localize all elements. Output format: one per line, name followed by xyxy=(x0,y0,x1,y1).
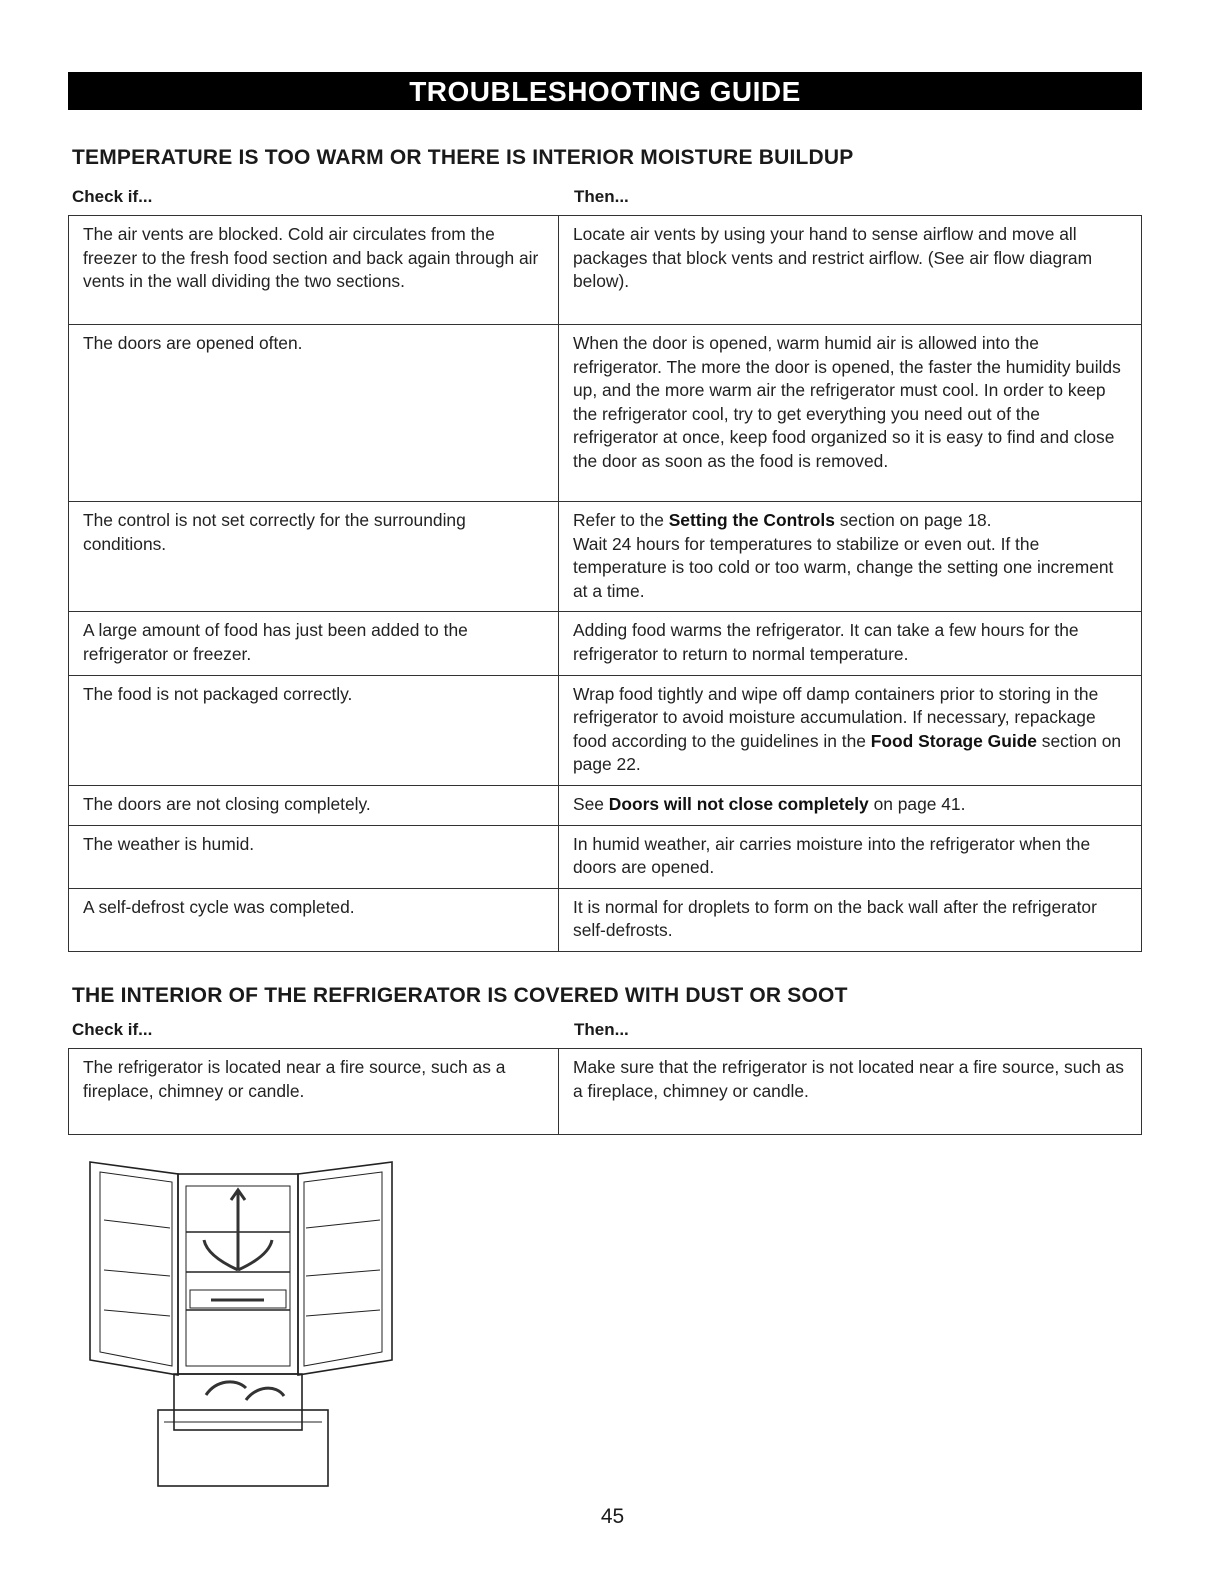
door-bin xyxy=(306,1310,380,1316)
then-cell: Adding food warms the refrigerator. It can take a few hours for the refrigerator to return to normal temperature. xyxy=(559,612,1142,675)
then-text: Wait 24 hours for temperatures to stabilize or even out. If the temperature is too cold or too warm, change the setting one increment at a time. xyxy=(573,533,1114,601)
page-number: 45 xyxy=(600,1505,625,1528)
check-cell: The food is not packaged correctly. xyxy=(69,675,559,785)
reference-setting-the-controls: Setting the Controls xyxy=(668,510,835,530)
then-cell: When the door is opened, warm humid air is allowed into the refrigerator. The more the door is opened, the faster the humidity builds up, and the more warm air the refrigerator must cool. In order to keep the refrigerator cool, try to get everything you need out of the refrigerator at once, keep food organized so it is easy to find and close the door as soon as the food is removed. xyxy=(559,325,1142,502)
reference-food-storage-guide: Food Storage Guide xyxy=(870,730,1037,751)
check-cell: A large amount of food has just been added to the refrigerator or freezer. xyxy=(69,612,559,675)
check-cell: The air vents are blocked. Cold air circulates from the freezer to the fresh food section and back again through air vents in the wall dividing the two sections. xyxy=(69,216,559,325)
door-bin xyxy=(104,1310,170,1316)
table-row xyxy=(69,325,1142,502)
table-row xyxy=(69,612,1142,675)
check-cell: The weather is humid. xyxy=(69,825,559,888)
then-text: section on page 22. xyxy=(573,730,1122,775)
door-bin xyxy=(104,1270,170,1276)
table-row xyxy=(69,825,1142,888)
airflow-arrow xyxy=(206,1382,246,1395)
airflow-arrow xyxy=(204,1240,238,1270)
section-title-dust-soot: THE INTERIOR OF THE REFRIGERATOR IS COVERED WITH DUST OR SOOT xyxy=(72,984,848,1007)
then-text: See xyxy=(573,793,609,814)
then-text: Wrap food tightly and wipe off damp containers prior to storing in the refrigerator to avoid moisture accumulation. If necessary, repackage food according to the guidelines in the xyxy=(573,683,1099,751)
right-door-inner xyxy=(304,1172,382,1366)
table-row xyxy=(69,1049,1142,1135)
then-cell: Make sure that the refrigerator is not located near a fire source, such as a fireplace, chimney or candle. xyxy=(559,1049,1142,1135)
page-banner-title: TROUBLESHOOTING GUIDE xyxy=(68,72,1142,110)
check-if-header: Check if... xyxy=(72,1020,153,1039)
then-header: Then... xyxy=(574,187,629,206)
check-if-header: Check if... xyxy=(72,187,153,206)
then-cell xyxy=(559,785,1142,825)
troubleshooting-table-dust xyxy=(68,1048,1142,1135)
then-cell xyxy=(559,675,1142,785)
door-bin xyxy=(104,1220,170,1228)
airflow-arrow xyxy=(238,1240,272,1270)
table-row xyxy=(69,216,1142,325)
then-cell xyxy=(559,502,1142,612)
troubleshooting-table-temperature xyxy=(68,215,1142,952)
then-text: Refer to the xyxy=(573,510,669,530)
then-cell: Locate air vents by using your hand to sense airflow and move all packages that block vents and restrict airflow. (See air flow diagram below). xyxy=(559,216,1142,325)
table-row xyxy=(69,785,1142,825)
table-row xyxy=(69,888,1142,951)
then-cell: It is normal for droplets to form on the back wall after the refrigerator self-defrosts. xyxy=(559,888,1142,951)
left-door-outline xyxy=(90,1162,178,1375)
then-text: section on page 18. xyxy=(834,510,992,530)
then-header: Then... xyxy=(574,1020,629,1039)
airflow-diagram-refrigerator-illustration xyxy=(86,1160,396,1490)
check-cell: The control is not set correctly for the surrounding conditions. xyxy=(69,502,559,612)
table-row xyxy=(69,502,1142,612)
table-row xyxy=(69,675,1142,785)
reference-doors-will-not-close: Doors will not close completely xyxy=(608,793,869,814)
airflow-arrow xyxy=(246,1388,284,1400)
refrigerator-airflow-svg xyxy=(86,1160,396,1490)
section-title-temperature: TEMPERATURE IS TOO WARM OR THERE IS INTERIOR MOISTURE BUILDUP xyxy=(72,146,854,169)
check-cell: A self-defrost cycle was completed. xyxy=(69,888,559,951)
door-bin xyxy=(306,1270,380,1276)
check-cell: The doors are not closing completely. xyxy=(69,785,559,825)
left-door-inner xyxy=(100,1172,172,1366)
door-bin xyxy=(306,1220,380,1228)
then-cell: In humid weather, air carries moisture into the refrigerator when the doors are opened. xyxy=(559,825,1142,888)
right-door-outline xyxy=(298,1162,392,1375)
then-text: on page 41. xyxy=(868,793,966,814)
check-cell: The refrigerator is located near a fire source, such as a fireplace, chimney or candle. xyxy=(69,1049,559,1135)
check-cell: The doors are opened often. xyxy=(69,325,559,502)
